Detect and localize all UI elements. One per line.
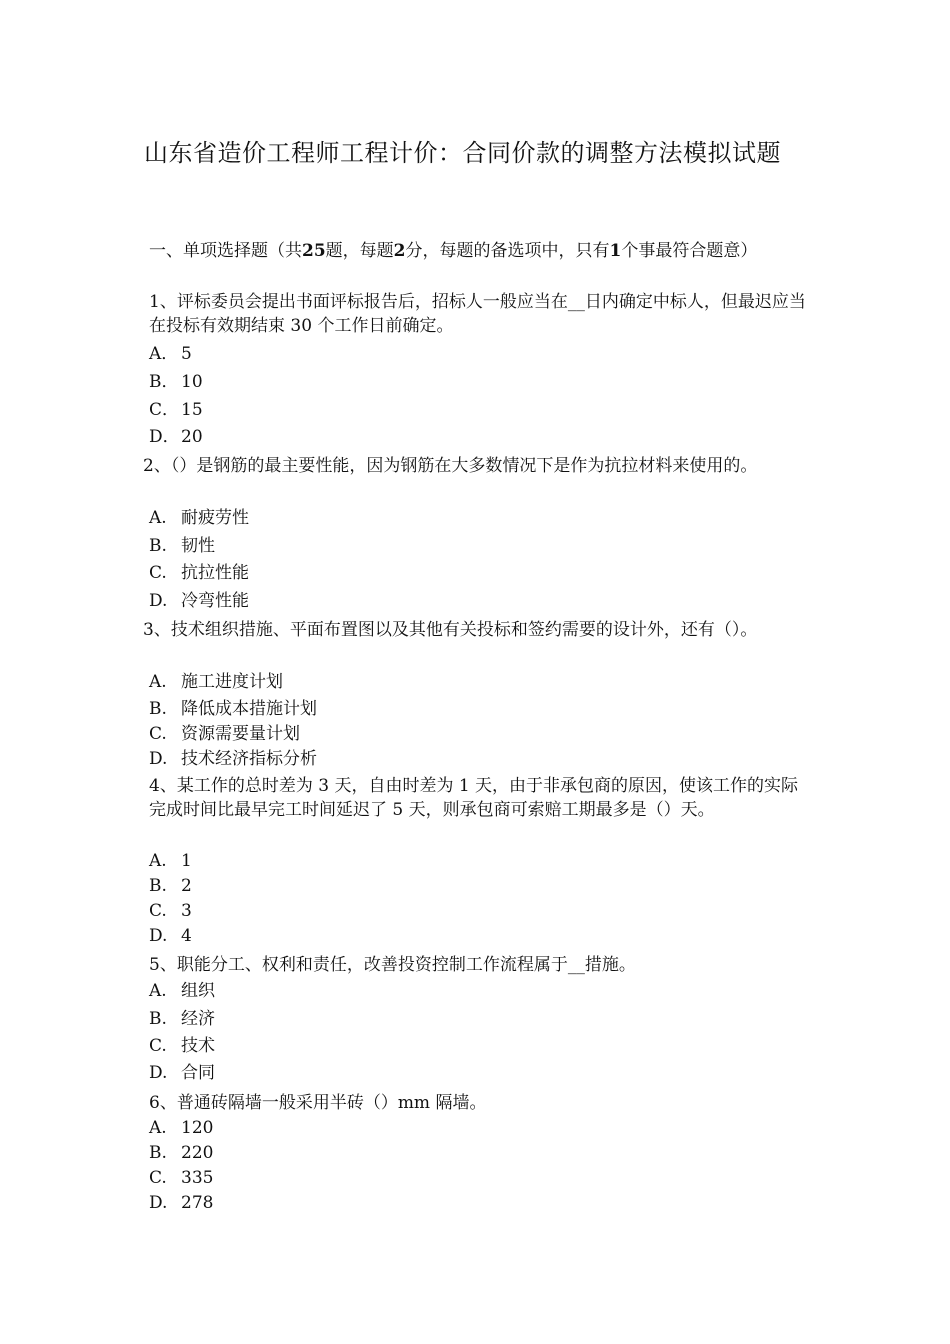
option (149, 1117, 213, 1139)
option-text: 15 (181, 400, 203, 420)
option (149, 590, 249, 612)
option-letter: B. (149, 699, 167, 719)
question-6: 6、普通砖隔墙一般采用半砖（）mm 隔墙。 (149, 1093, 487, 1113)
option-text: 3 (181, 901, 192, 921)
option-letter: D. (149, 749, 168, 769)
option (149, 399, 203, 421)
option-text: 220 (181, 1143, 214, 1163)
option-text: 组织 (181, 981, 215, 1001)
question-5: 5、职能分工、权利和责任，改善投资控制工作流程属于__措施。 (149, 955, 636, 975)
option-letter: C． (149, 400, 180, 420)
option-letter: A. (149, 981, 167, 1001)
option-text: 耐疲劳性 (181, 508, 249, 528)
option (149, 426, 203, 448)
section-suffix: 个事最符合题意） (621, 241, 758, 261)
question-4: 4、某工作的总时差为 3 天，自由时差为 1 天，由于非承包商的原因，使该工作的实际完成时间比最早完工时间延迟了 5 天，则承包商可索赔工期最多是（）天。 (149, 776, 799, 820)
option-letter: C. (149, 1168, 167, 1188)
option-letter: B. (149, 536, 167, 556)
section-mid2: 分，每题的备选项中，只有 (405, 241, 610, 261)
section-prefix: 一、单项选择题（共 (149, 241, 302, 261)
section-heading (149, 240, 809, 263)
question-count: 25 (302, 241, 326, 261)
option-text: 资源需要量计划 (181, 724, 300, 744)
option-text: 技术经济指标分析 (181, 749, 317, 769)
option-text: 降低成本措施计划 (181, 699, 317, 719)
option-text: 335 (181, 1168, 214, 1188)
option-text: 10 (181, 372, 203, 392)
option-letter: A. (149, 1118, 167, 1138)
option (149, 343, 192, 365)
option (149, 1008, 215, 1030)
option-text: 抗拉性能 (181, 563, 249, 583)
answer-count: 1 (609, 241, 622, 261)
option-text: 施工进度计划 (181, 672, 283, 692)
question-1: 1、评标委员会提出书面评标报告后，招标人一般应当在__日内确定中标人，但最迟应当在投标有效期结束 30 个工作日前确定。 (149, 292, 806, 336)
option-text: 120 (181, 1118, 214, 1138)
option (149, 371, 203, 393)
option-letter: A. (149, 851, 167, 871)
section-mid1: 题，每题 (325, 241, 394, 261)
option-letter: A. (149, 672, 167, 692)
option-letter: D． (149, 427, 180, 447)
option (149, 562, 249, 584)
document-title: 山东省造价工程师工程计价：合同价款的调整方法模拟试题 (144, 139, 781, 167)
option-text: 20 (181, 427, 203, 447)
option-letter: C. (149, 724, 167, 744)
option-letter: A. (149, 508, 167, 528)
option (149, 980, 215, 1002)
option-text: 278 (181, 1193, 214, 1213)
option-text: 经济 (181, 1009, 215, 1029)
option (149, 698, 317, 720)
option (149, 900, 192, 922)
option (149, 1167, 213, 1189)
option-letter: C. (149, 1036, 167, 1056)
option (149, 875, 192, 897)
option (149, 1142, 213, 1164)
option-letter: B. (149, 1143, 167, 1163)
option-letter: C. (149, 901, 167, 921)
option-letter: B． (149, 372, 179, 392)
option (149, 507, 249, 529)
option-text: 韧性 (181, 536, 215, 556)
option-text: 1 (181, 851, 192, 871)
option-text: 2 (181, 876, 192, 896)
option (149, 748, 317, 770)
question-2: 2、（）是钢筋的最主要性能，因为钢筋在大多数情况下是作为抗拉材料来使用的。 (143, 456, 758, 476)
option (149, 925, 192, 947)
option (149, 1192, 213, 1214)
option (149, 1035, 215, 1057)
option (149, 671, 283, 693)
option (149, 535, 215, 557)
option (149, 850, 192, 872)
option-text: 合同 (181, 1063, 215, 1083)
option-letter: B. (149, 1009, 167, 1029)
option-letter: D. (149, 926, 168, 946)
option-text: 冷弯性能 (181, 591, 249, 611)
option (149, 723, 300, 745)
option-text: 5 (181, 344, 192, 364)
option-letter: D. (149, 1193, 168, 1213)
option-text: 技术 (181, 1036, 215, 1056)
option (149, 1062, 215, 1084)
question-3: 3、技术组织措施、平面布置图以及其他有关投标和签约需要的设计外，还有（）。 (143, 620, 758, 640)
option-letter: D. (149, 591, 168, 611)
option-letter: A． (149, 344, 179, 364)
option-text: 4 (181, 926, 192, 946)
option-letter: C. (149, 563, 167, 583)
question-score: 2 (393, 241, 406, 261)
option-letter: B. (149, 876, 167, 896)
option-letter: D. (149, 1063, 168, 1083)
